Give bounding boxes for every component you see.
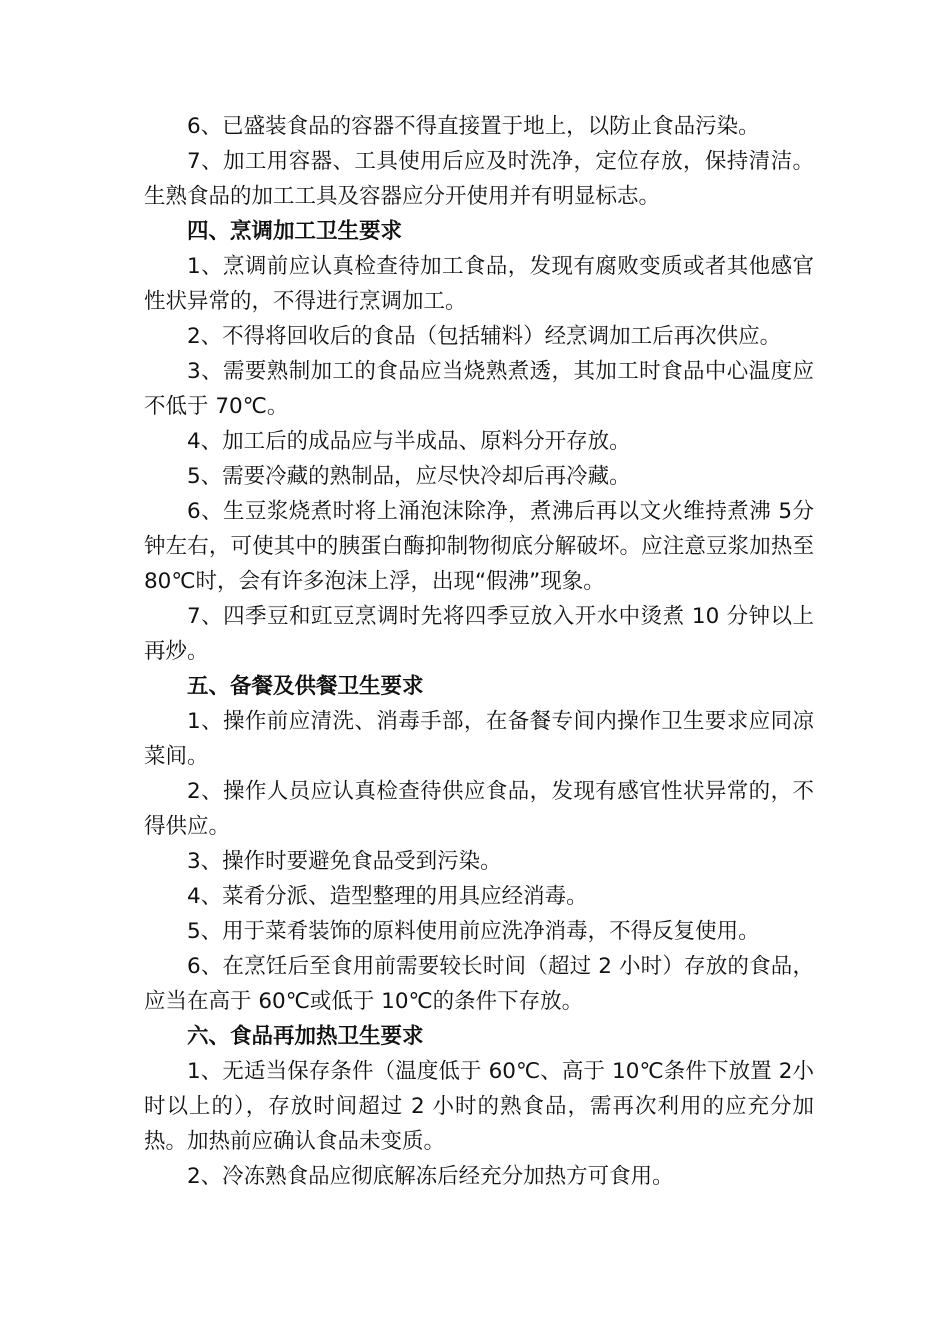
document-body <box>144 109 814 1194</box>
section-heading: 六、食品再加热卫生要求 <box>187 1024 424 1049</box>
paragraph: 2、冷冻熟食品应彻底解冻后经充分加热方可食用。 <box>187 1164 674 1189</box>
paragraph: 5、需要冷藏的熟制品，应尽快冷却后再冷藏。 <box>187 464 631 489</box>
paragraph: 6、在烹饪后至食用前需要较长时间（超过 2 小时）存放的食品，应当在高于 60℃或低于 10℃的条件下存放。 <box>144 954 814 1014</box>
paragraph: 7、四季豆和豇豆烹调时先将四季豆放入开水中烫煮 10 分钟以上再炒。 <box>144 604 814 664</box>
section-heading: 五、备餐及供餐卫生要求 <box>187 674 424 699</box>
paragraph: 1、操作前应清洗、消毒手部，在备餐专间内操作卫生要求应同凉菜间。 <box>144 709 814 769</box>
paragraph: 5、用于菜肴装饰的原料使用前应洗净消毒，不得反复使用。 <box>187 919 760 944</box>
paragraph: 6、生豆浆烧煮时将上涌泡沫除净，煮沸后再以文火维持煮沸 5分钟左右，可使其中的胰蛋白酶抑制物彻底分解破坏。应注意豆浆加热至 80℃时，会有许多泡沫上浮，出现“假沸”现象。 <box>144 499 814 594</box>
paragraph: 2、操作人员应认真检查待供应食品，发现有感官性状异常的，不得供应。 <box>144 779 814 839</box>
paragraph: 1、烹调前应认真检查待加工食品，发现有腐败变质或者其他感官性状异常的，不得进行烹调加工。 <box>144 254 814 314</box>
paragraph: 2、不得将回收后的食品（包括辅料）经烹调加工后再次供应。 <box>187 324 782 349</box>
paragraph: 1、无适当保存条件（温度低于 60℃、高于 10℃条件下放置 2小时以上的），存放时间超过 2 小时的熟食品，需再次利用的应充分加热。加热前应确认食品未变质。 <box>144 1059 814 1154</box>
paragraph: 3、操作时要避免食品受到污染。 <box>187 849 502 874</box>
paragraph: 6、已盛装食品的容器不得直接置于地上，以防止食品污染。 <box>187 114 760 139</box>
section-heading: 四、烹调加工卫生要求 <box>187 219 403 244</box>
paragraph: 3、需要熟制加工的食品应当烧熟煮透，其加工时食品中心温度应不低于 70℃。 <box>144 359 814 419</box>
paragraph: 7、加工用容器、工具使用后应及时洗净，定位存放，保持清洁。生熟食品的加工工具及容器应分开使用并有明显标志。 <box>144 149 814 209</box>
paragraph: 4、加工后的成品应与半成品、原料分开存放。 <box>187 429 631 454</box>
paragraph: 4、菜肴分派、造型整理的用具应经消毒。 <box>187 884 588 909</box>
